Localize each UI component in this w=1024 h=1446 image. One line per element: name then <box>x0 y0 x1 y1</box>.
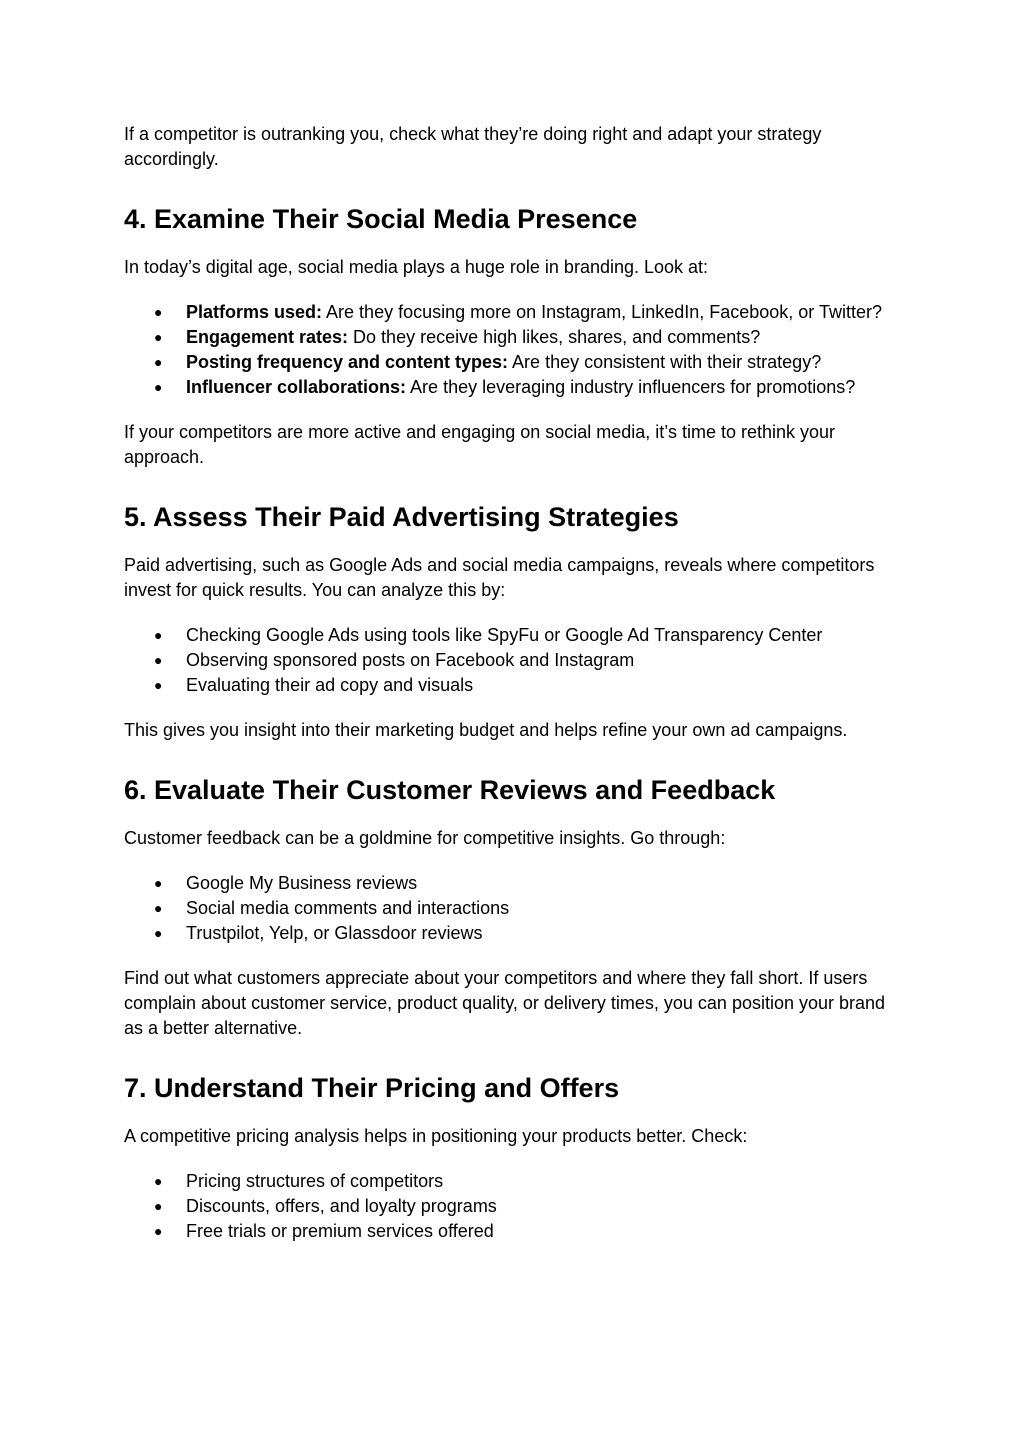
list-item <box>124 1219 904 1244</box>
list-item <box>124 300 904 325</box>
list-item <box>124 1194 904 1219</box>
item-text: Pricing structures of competitors <box>186 1171 444 1191</box>
bullet-icon: ● <box>154 875 163 891</box>
item-text: Social media comments and interactions <box>186 898 510 918</box>
section-lead: Customer feedback can be a goldmine for competitive insights. Go through: <box>124 828 726 848</box>
section-heading: 6. Evaluate Their Customer Reviews and Feedback <box>124 775 776 805</box>
list-item <box>124 871 904 896</box>
bullet-list <box>124 300 904 400</box>
section-paid-advertising <box>124 500 904 743</box>
list-item <box>124 350 904 375</box>
bullet-icon: ● <box>154 652 163 668</box>
bullet-icon: ● <box>154 379 163 395</box>
item-text: Are they consistent with their strategy? <box>508 352 822 372</box>
bullet-icon: ● <box>154 329 163 345</box>
section-closing: This gives you insight into their marketing budget and helps refine your own ad campaigns. <box>124 720 848 740</box>
list-item <box>124 325 904 350</box>
list-item <box>124 648 904 673</box>
section-heading: 7. Understand Their Pricing and Offers <box>124 1073 620 1103</box>
bullet-icon: ● <box>154 1198 163 1214</box>
list-item <box>124 375 904 400</box>
section-pricing-offers <box>124 1071 904 1244</box>
section-heading: 5. Assess Their Paid Advertising Strategies <box>124 502 679 532</box>
item-label: Platforms used: <box>186 302 323 322</box>
item-text: Trustpilot, Yelp, or Glassdoor reviews <box>186 923 483 943</box>
bullet-icon: ● <box>154 925 163 941</box>
item-label: Posting frequency and content types: <box>186 352 509 372</box>
item-text: Discounts, offers, and loyalty programs <box>186 1196 497 1216</box>
item-text: Google My Business reviews <box>186 873 418 893</box>
section-customer-reviews <box>124 773 904 1041</box>
bullet-icon: ● <box>154 354 163 370</box>
list-item <box>124 673 904 698</box>
item-text: Are they focusing more on Instagram, LinkedIn, Facebook, or Twitter? <box>322 302 882 322</box>
list-item <box>124 896 904 921</box>
item-label: Engagement rates: <box>186 327 349 347</box>
section-heading: 4. Examine Their Social Media Presence <box>124 204 638 234</box>
bullet-icon: ● <box>154 1173 163 1189</box>
item-text: Are they leveraging industry influencers for promotions? <box>406 377 856 397</box>
list-item <box>124 623 904 648</box>
bullet-icon: ● <box>154 900 163 916</box>
item-text: Do they receive high likes, shares, and comments? <box>348 327 761 347</box>
item-text: Evaluating their ad copy and visuals <box>186 675 474 695</box>
list-item <box>124 921 904 946</box>
bullet-list <box>124 623 904 698</box>
bullet-list <box>124 871 904 946</box>
section-closing: Find out what customers appreciate about your competitors and where they fall short. If users complain about customer service, product quality, or delivery times, you can position your brand as a better alternative. <box>124 968 886 1038</box>
bullet-icon: ● <box>154 1223 163 1239</box>
bullet-icon: ● <box>154 677 163 693</box>
bullet-icon: ● <box>154 304 163 320</box>
section-closing: If your competitors are more active and engaging on social media, it’s time to rethink your approach. <box>124 422 836 467</box>
section-lead: In today’s digital age, social media plays a huge role in branding. Look at: <box>124 257 709 277</box>
bullet-list <box>124 1169 904 1244</box>
section-social-media <box>124 202 904 470</box>
bullet-icon: ● <box>154 627 163 643</box>
section-lead: Paid advertising, such as Google Ads and social media campaigns, reveals where competitors invest for quick results. You can analyze this by: <box>124 555 875 600</box>
item-text: Checking Google Ads using tools like SpyFu or Google Ad Transparency Center <box>186 625 823 645</box>
document-page <box>124 122 904 1244</box>
list-item <box>124 1169 904 1194</box>
section-lead: A competitive pricing analysis helps in positioning your products better. Check: <box>124 1126 748 1146</box>
intro-paragraph: If a competitor is outranking you, check what they’re doing right and adapt your strategy accordingly. <box>124 124 822 169</box>
item-text: Observing sponsored posts on Facebook and Instagram <box>186 650 635 670</box>
item-text: Free trials or premium services offered <box>186 1221 494 1241</box>
item-label: Influencer collaborations: <box>186 377 407 397</box>
